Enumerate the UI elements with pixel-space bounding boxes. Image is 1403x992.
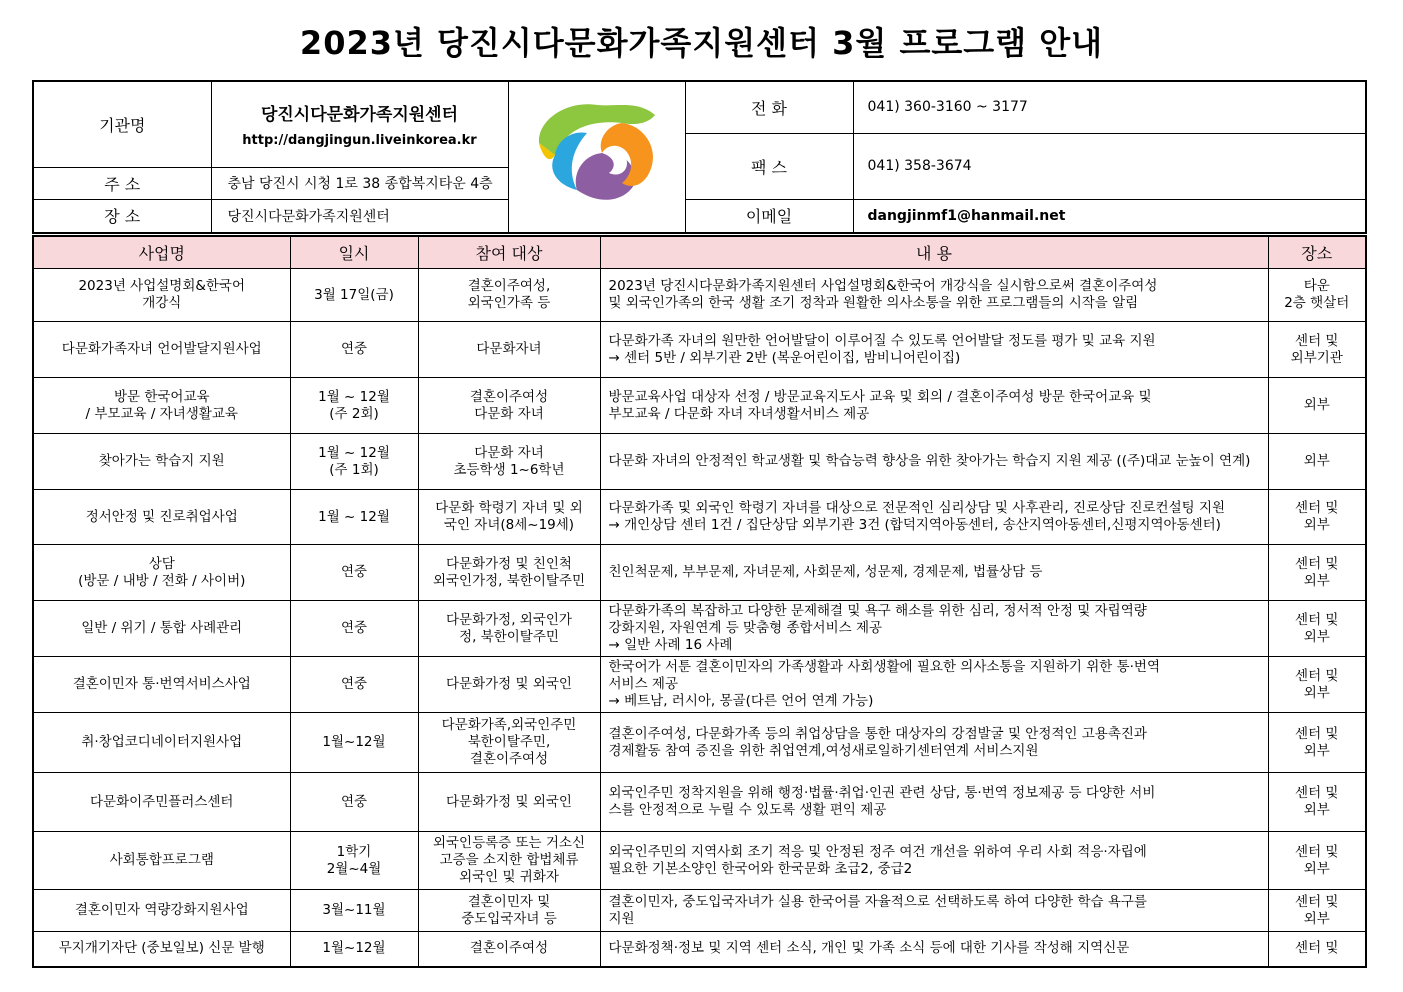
- cell-line: 초등학생 1~6학년: [453, 461, 565, 478]
- cell-line: 센터 및: [1295, 893, 1339, 910]
- program-table: [32, 235, 1367, 968]
- cell-line: 결혼이주여성: [469, 940, 549, 957]
- target-cell: [418, 434, 600, 490]
- date-cell: [290, 269, 418, 322]
- cell-line: 3월~11월: [322, 902, 386, 918]
- cell-line: 다문화가족자녀 언어발달지원사업: [61, 341, 262, 357]
- cell-line: 센터 및: [1295, 785, 1339, 801]
- cell-line: 외부: [1303, 802, 1330, 818]
- date-cell: [290, 713, 418, 773]
- target-cell: [418, 932, 600, 967]
- cell-line: 외국인 및 귀화자: [459, 869, 559, 885]
- place-cell: [1268, 832, 1366, 890]
- cell-line: 개강식: [142, 295, 182, 311]
- table-row: [33, 378, 1366, 434]
- cell-line: 다문화가족 자녀의 원만한 언어발달이 이루어질 수 있도록 언어발달 정도를 평가 및 교육 지원: [608, 332, 1156, 349]
- cell-line: 결혼이주여성: [469, 388, 549, 405]
- program-name-cell: [33, 269, 290, 322]
- org-name: 당진시다문화가족지원센터: [260, 105, 459, 126]
- email-label: 이메일: [685, 199, 853, 233]
- place-cell: [1268, 322, 1366, 378]
- cell-line: 다문화 자녀의 안정적인 학교생활 및 학습능력 향상을 위한 찾아가는 학습지 지원 제공 ((주)대교 눈높이 연계): [608, 453, 1251, 469]
- cell-line: 센터 및: [1295, 332, 1339, 349]
- content-cell: [600, 932, 1268, 967]
- table-row: [33, 322, 1366, 378]
- logo-cell: [508, 81, 685, 233]
- cell-line: 다문화 학령기 자녀 및 외: [435, 500, 583, 516]
- cell-line: 및 외국인가족의 한국 생활 조기 정착과 원활한 의사소통을 위한 프로그램들의 시작을 알림: [608, 295, 1139, 311]
- cell-line: 연중: [340, 620, 368, 636]
- cell-line: 다문화정책·정보 및 지역 센터 소식, 개인 및 가족 소식 등에 대한 기사를 작성해 지역신문: [608, 940, 1130, 957]
- content-cell: [600, 890, 1268, 932]
- cell-line: 방문 한국어교육: [113, 388, 210, 405]
- cell-line: 부모교육 / 다문화 자녀 자녀생활서비스 제공: [608, 405, 870, 422]
- cell-line: 정, 북한이탈주민: [459, 628, 559, 645]
- content-cell: [600, 832, 1268, 890]
- cell-line: 외부기관: [1290, 349, 1343, 366]
- cell-line: 사회통합프로그램: [109, 852, 214, 868]
- table-row: [33, 601, 1366, 657]
- program-name-cell: [33, 713, 290, 773]
- cell-line: 외부: [1303, 453, 1330, 469]
- cell-line: 연중: [340, 341, 368, 357]
- target-cell: [418, 601, 600, 657]
- place-cell: [1268, 713, 1366, 773]
- program-name-cell: [33, 773, 290, 832]
- place-cell: [1268, 773, 1366, 832]
- cell-line: 연중: [340, 793, 368, 810]
- place-cell: [1268, 601, 1366, 657]
- program-name-cell: [33, 890, 290, 932]
- program-name-cell: [33, 601, 290, 657]
- date-cell: [290, 378, 418, 434]
- date-cell: [290, 773, 418, 832]
- cell-line: 센터 및: [1295, 611, 1339, 628]
- place-cell: [1268, 269, 1366, 322]
- place-cell: [1268, 490, 1366, 545]
- header-date: 일시: [290, 236, 418, 269]
- cell-line: 다문화가족,외국인주민: [441, 717, 577, 733]
- cell-line: 외국인가족 등: [467, 295, 551, 311]
- content-cell: [600, 490, 1268, 545]
- cell-line: 2023년 당진시다문화가족지원센터 사업설명회&한국어 개강식을 실시함으로써 결혼이주여성: [608, 278, 1158, 294]
- content-cell: [600, 322, 1268, 378]
- date-cell: [290, 322, 418, 378]
- address-label: 주 소: [33, 167, 211, 199]
- date-cell: [290, 490, 418, 545]
- cell-line: (주 1회): [329, 461, 379, 478]
- address-value: 충남 당진시 시청 1로 38 종합복지타운 4층: [211, 167, 508, 199]
- header-program-name: 사업명: [33, 236, 290, 269]
- cell-line: 친인척문제, 부부문제, 자녀문제, 사회문제, 성문제, 경제문제, 법률상담 등: [608, 564, 1043, 580]
- cell-line: 센터 및: [1295, 667, 1339, 684]
- program-name-cell: [33, 490, 290, 545]
- cell-line: 외국인주민 정착지원을 위해 행정·법률·취업·인권 관련 상담, 통·번역 정보제공 등 다양한 서비: [608, 785, 1156, 801]
- cell-line: 다문화 자녀: [474, 444, 544, 461]
- date-cell: [290, 832, 418, 890]
- page-title: 2023년 당진시다문화가족지원센터 3월 프로그램 안내: [299, 24, 1104, 62]
- place-label: 장 소: [33, 199, 211, 233]
- place-cell: [1268, 434, 1366, 490]
- cell-line: 연중: [340, 564, 368, 580]
- cell-line: 고증을 소지한 합법체류: [439, 852, 579, 868]
- cell-line: 일반 / 위기 / 통합 사례관리: [81, 620, 243, 636]
- header-target: 참여 대상: [418, 236, 600, 269]
- target-cell: [418, 545, 600, 601]
- org-name-cell: [211, 81, 508, 167]
- table-row: [33, 545, 1366, 601]
- program-name-cell: [33, 434, 290, 490]
- org-info-table: [32, 80, 1367, 234]
- cell-line: (방문 / 내방 / 전화 / 사이버): [78, 572, 246, 589]
- place-cell: [1268, 932, 1366, 967]
- cell-line: 경제활동 참여 증진을 위한 취업연계,여성새로일하기센터연계 서비스지원: [608, 742, 1039, 759]
- cell-line: 필요한 기본소양인 한국어와 한국문화 초급2, 중급2: [608, 860, 913, 877]
- cell-line: 센터 및: [1295, 555, 1339, 572]
- cell-line: 센터 및: [1295, 940, 1339, 957]
- cell-line: 1월~12월: [322, 940, 386, 957]
- cell-line: 센터 및: [1295, 843, 1339, 860]
- target-cell: [418, 378, 600, 434]
- content-cell: [600, 269, 1268, 322]
- content-cell: [600, 713, 1268, 773]
- date-cell: [290, 890, 418, 932]
- header-content: 내 용: [600, 236, 1268, 269]
- cell-line: 1학기: [336, 843, 372, 860]
- cell-line: 외부: [1303, 517, 1330, 533]
- target-cell: [418, 832, 600, 890]
- cell-line: 결혼이주여성: [469, 751, 549, 767]
- cell-line: 결혼이민자 통·번역서비스사업: [72, 676, 251, 692]
- cell-line: 무지개기자단 (중보일보) 신문 발행: [58, 940, 265, 957]
- cell-line: 1월 ~ 12월: [318, 388, 390, 405]
- cell-line: 지원: [608, 910, 635, 927]
- cell-line: (주 2회): [329, 405, 379, 422]
- target-cell: [418, 713, 600, 773]
- target-cell: [418, 890, 600, 932]
- table-row: [33, 269, 1366, 322]
- place-value: 당진시다문화가족지원센터: [211, 199, 508, 233]
- cell-line: 결혼이민자 역량강화지원사업: [74, 902, 249, 918]
- fax-value: 041) 358-3674: [853, 133, 1366, 199]
- cell-line: 2023년 사업설명회&한국어: [78, 278, 246, 294]
- cell-line: 다문화가족 및 외국인 학령기 자녀를 대상으로 전문적인 심리상담 및 사후관리, 진로상담 진로컨설팅 지원: [608, 500, 1226, 516]
- table-row: [33, 657, 1366, 713]
- cell-line: 결혼이주여성,: [467, 278, 551, 294]
- cell-line: 강화지원, 자원연계 등 맞춤형 종합서비스 제공: [608, 620, 883, 636]
- org-label: 기관명: [33, 81, 211, 167]
- cell-line: 타운: [1303, 278, 1330, 294]
- cell-line: 상담: [148, 555, 175, 572]
- date-cell: [290, 657, 418, 713]
- target-cell: [418, 490, 600, 545]
- cell-line: 다문화 자녀: [474, 405, 544, 422]
- cell-line: 외부: [1303, 742, 1330, 759]
- cell-line: 외부: [1303, 684, 1330, 701]
- content-cell: [600, 773, 1268, 832]
- cell-line: 센터 및: [1295, 500, 1339, 516]
- program-name-cell: [33, 657, 290, 713]
- program-name-cell: [33, 932, 290, 967]
- target-cell: [418, 269, 600, 322]
- header-place: 장소: [1268, 236, 1366, 269]
- place-cell: [1268, 890, 1366, 932]
- cell-line: 2층 햇살터: [1284, 295, 1350, 311]
- cell-line: 외부: [1303, 860, 1330, 877]
- content-cell: [600, 601, 1268, 657]
- content-cell: [600, 434, 1268, 490]
- cell-line: 찾아가는 학습지 지원: [98, 453, 225, 469]
- cell-line: 외부: [1303, 628, 1330, 645]
- cell-line: 결혼이민자, 중도입국자녀가 실용 한국어를 자율적으로 선택하도록 하여 다양한 학습 욕구를: [608, 893, 1147, 910]
- table-row: [33, 713, 1366, 773]
- cell-line: → 베트남, 러시아, 몽골(다른 언어 연계 가능): [608, 693, 874, 709]
- center-logo-icon: [527, 95, 667, 215]
- place-cell: [1268, 545, 1366, 601]
- cell-line: 1월 ~ 12월: [318, 444, 390, 461]
- cell-line: 외부: [1303, 910, 1330, 927]
- cell-line: 결혼이주여성, 다문화가족 등의 취업상담을 통한 대상자의 강점발굴 및 안정적인 고용촉진과: [608, 725, 1147, 742]
- cell-line: 북한이탈주민,: [467, 734, 551, 750]
- org-url[interactable]: http://dangjingun.liveinkorea.kr: [242, 133, 477, 149]
- cell-line: 중도입국자녀 등: [461, 910, 557, 927]
- cell-line: / 부모교육 / 자녀생활교육: [85, 405, 238, 422]
- target-cell: [418, 657, 600, 713]
- cell-line: 1월~12월: [322, 734, 386, 750]
- email-value[interactable]: dangjinmf1@hanmail.net: [853, 199, 1366, 233]
- program-name-cell: [33, 545, 290, 601]
- target-cell: [418, 773, 600, 832]
- cell-line: 다문화이주민플러스센터: [90, 793, 234, 810]
- cell-line: 연중: [340, 676, 368, 692]
- table-row: [33, 832, 1366, 890]
- cell-line: 외국인가정, 북한이탈주민: [432, 572, 586, 589]
- cell-line: 스를 안정적으로 누릴 수 있도록 생활 편익 제공: [608, 802, 887, 818]
- cell-line: 다문화자녀: [476, 341, 542, 357]
- phone-value: 041) 360-3160 ~ 3177: [853, 81, 1366, 133]
- cell-line: 방문교육사업 대상자 선정 / 방문교육지도사 교육 및 회의 / 결혼이주여성 방문 한국어교육 및: [608, 388, 1152, 405]
- content-cell: [600, 545, 1268, 601]
- cell-line: 다문화가정 및 외국인: [446, 793, 572, 810]
- cell-line: 한국어가 서툰 결혼이민자의 가족생활과 사회생활에 필요한 의사소통을 지원하기 위한 통·번역: [608, 659, 1161, 675]
- place-cell: [1268, 657, 1366, 713]
- cell-line: 2월~4월: [326, 860, 382, 877]
- cell-line: 국인 자녀(8세~19세): [443, 517, 575, 533]
- date-cell: [290, 434, 418, 490]
- date-cell: [290, 545, 418, 601]
- table-row: [33, 434, 1366, 490]
- date-cell: [290, 601, 418, 657]
- cell-line: 서비스 제공: [608, 676, 678, 692]
- table-row: [33, 890, 1366, 932]
- cell-line: 다문화가족의 복잡하고 다양한 문제해결 및 욕구 해소를 위한 심리, 정서적 안정 및 자립역량: [608, 603, 1147, 619]
- fax-label: 팩 스: [685, 133, 853, 199]
- content-cell: [600, 378, 1268, 434]
- cell-line: → 센터 5반 / 외부기관 2반 (복운어린이집, 밤비니어린이집): [608, 349, 961, 366]
- cell-line: → 일반 사례 16 사례: [608, 637, 733, 653]
- table-row: [33, 773, 1366, 832]
- cell-line: 다문화가정 및 친인척: [446, 555, 572, 572]
- cell-line: 외국인등록증 또는 거소신: [432, 835, 586, 851]
- cell-line: → 개인상담 센터 1건 / 집단상담 외부기관 3건 (합덕지역아동센터, 송산지역아동센터,신평지역아동센터): [608, 517, 1221, 533]
- date-cell: [290, 932, 418, 967]
- cell-line: 정서안정 및 진로취업사업: [85, 508, 238, 525]
- table-row: [33, 490, 1366, 545]
- cell-line: 외부: [1303, 572, 1330, 589]
- cell-line: 취·창업코디네이터지원사업: [81, 734, 243, 750]
- table-row: [33, 932, 1366, 967]
- cell-line: 3월 17일(금): [314, 286, 394, 303]
- content-cell: [600, 657, 1268, 713]
- cell-line: 결혼이민자 및: [467, 893, 551, 910]
- cell-line: 1월 ~ 12월: [318, 508, 390, 525]
- phone-label: 전 화: [685, 81, 853, 133]
- target-cell: [418, 322, 600, 378]
- cell-line: 다문화가정, 외국인가: [446, 611, 572, 628]
- cell-line: 외국인주민의 지역사회 조기 적응 및 안정된 정주 여건 개선을 위하여 우리 사회 적응·자립에: [608, 843, 1147, 860]
- program-name-cell: [33, 322, 290, 378]
- program-name-cell: [33, 832, 290, 890]
- cell-line: 외부: [1303, 397, 1330, 413]
- cell-line: 센터 및: [1295, 725, 1339, 742]
- place-cell: [1268, 378, 1366, 434]
- program-name-cell: [33, 378, 290, 434]
- cell-line: 다문화가정 및 외국인: [446, 676, 572, 692]
